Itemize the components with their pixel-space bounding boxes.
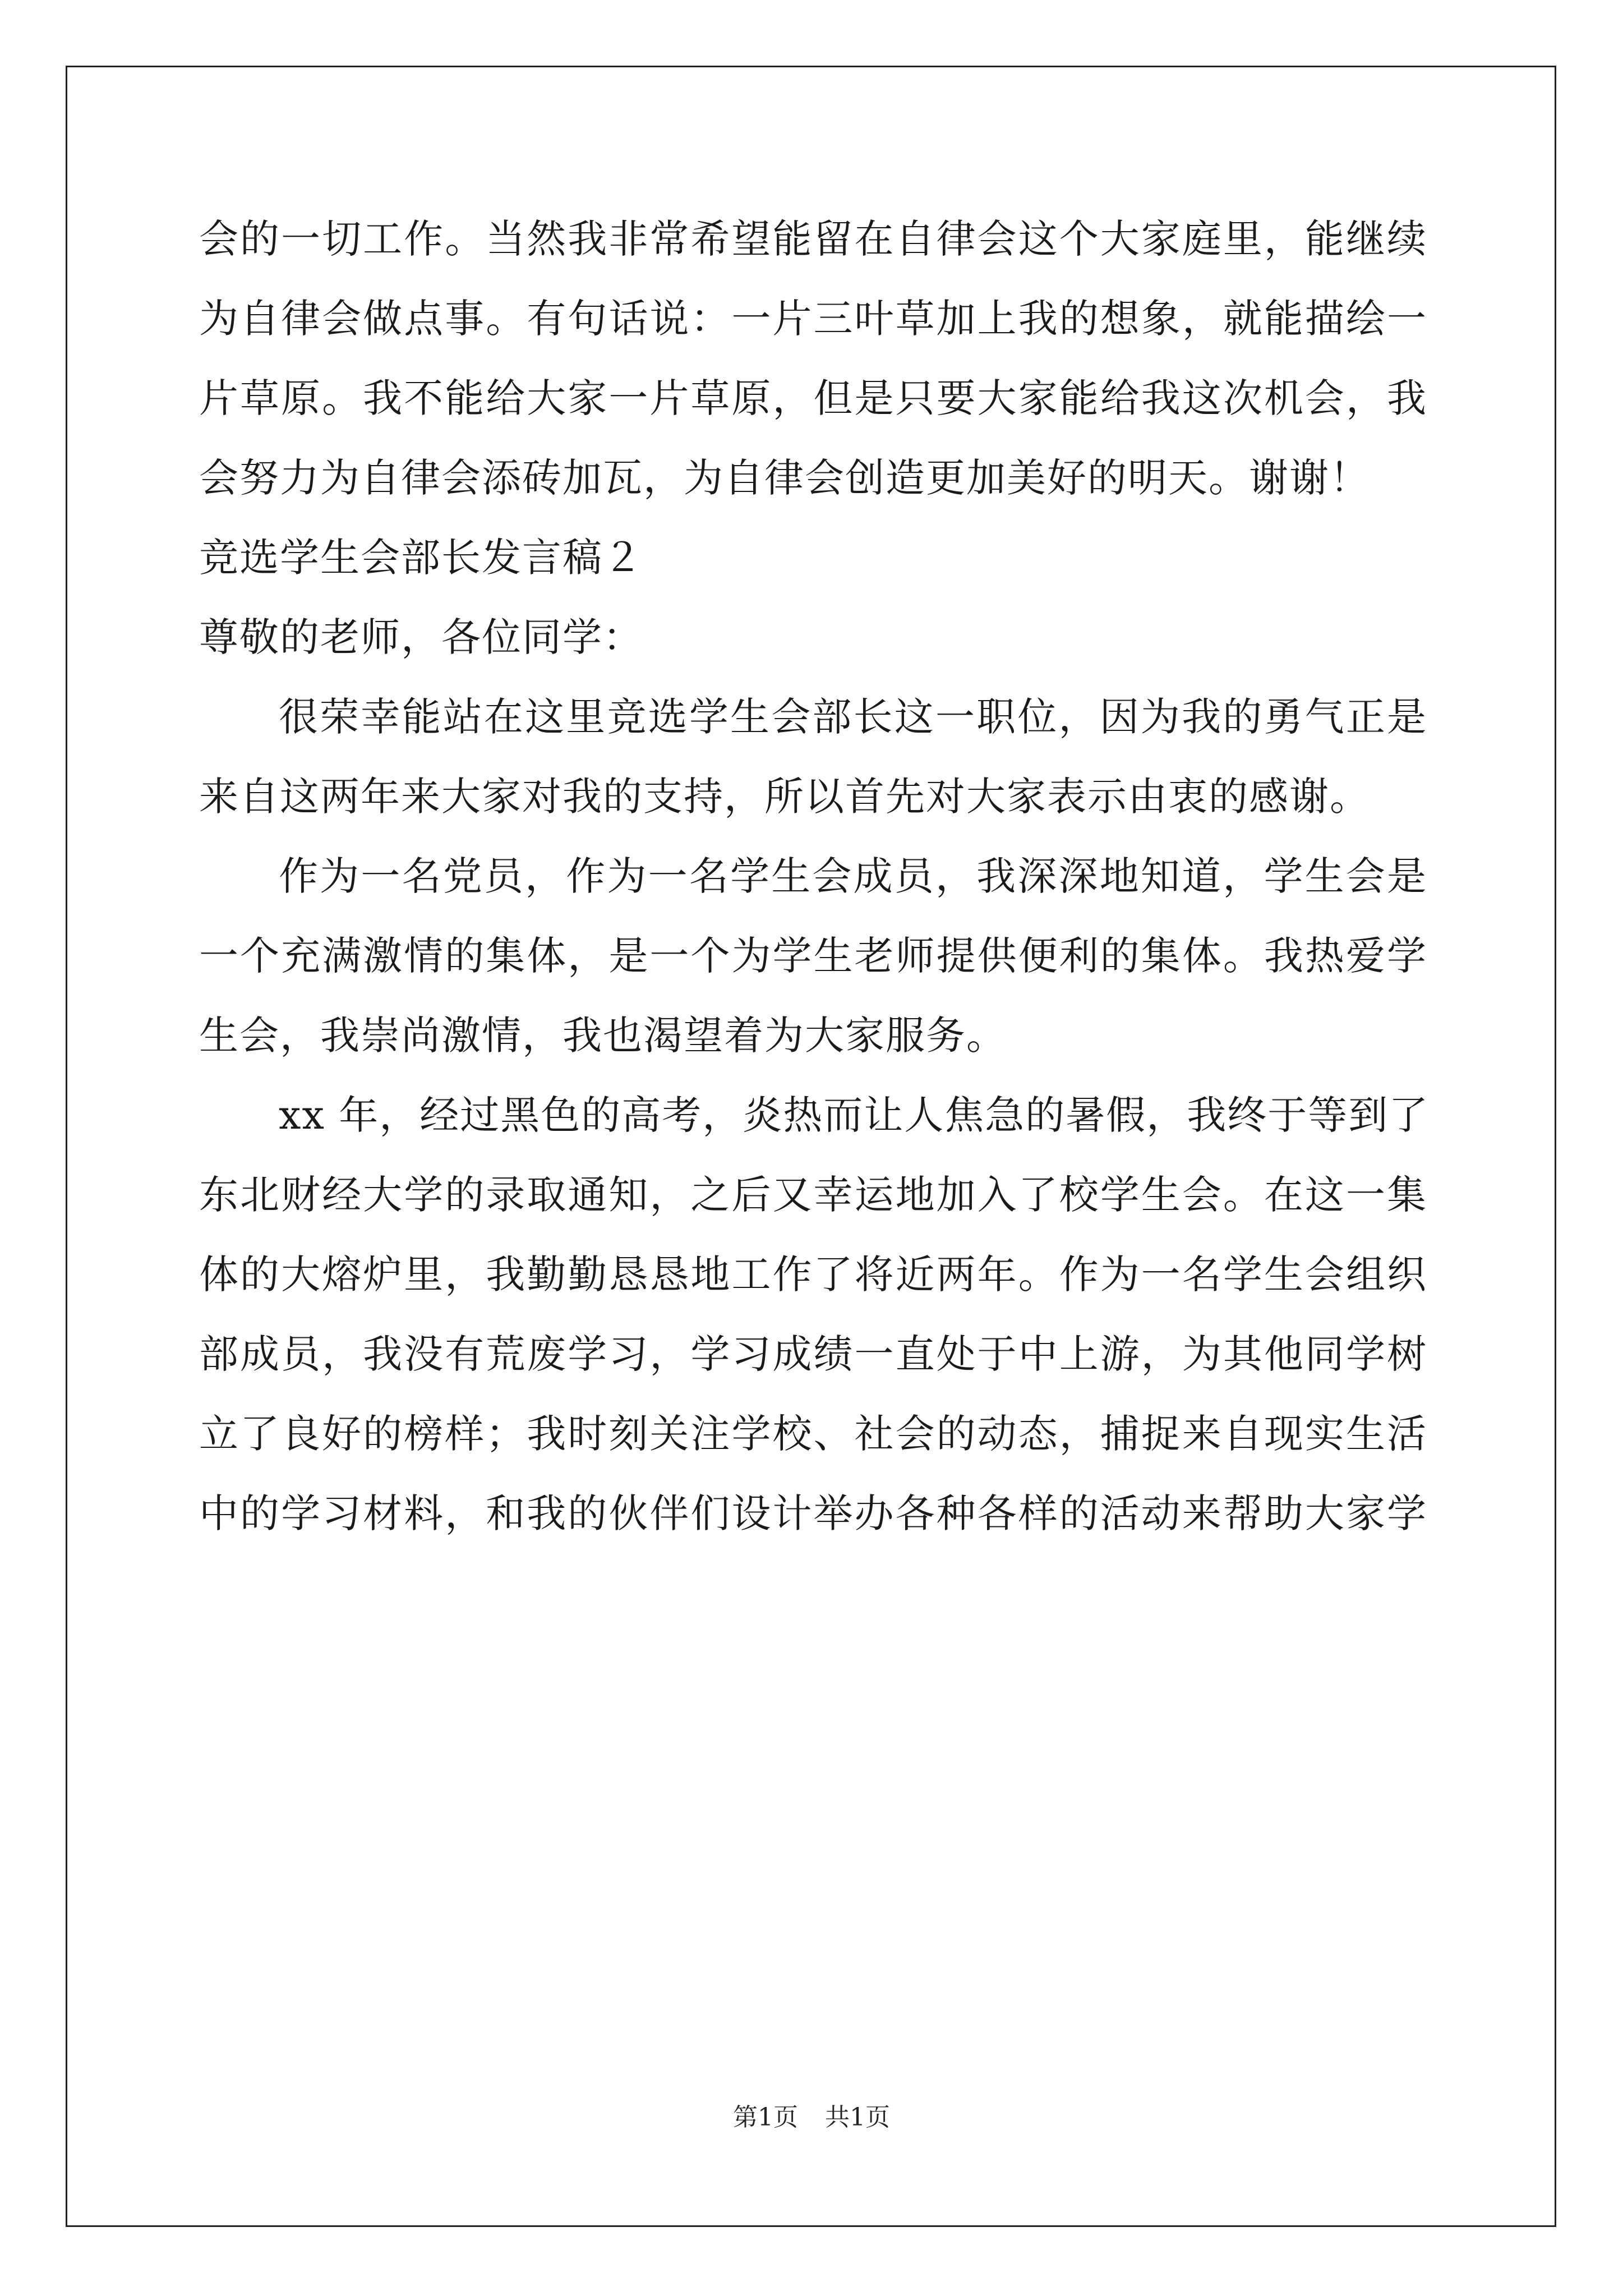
salutation: 尊敬的老师，各位同学： <box>199 614 643 660</box>
text-line: 部成员，我没有荒废学习，学习成绩一直处于中上游，为其他同学树 <box>199 1331 1427 1377</box>
text-line: 东北财经大学的录取通知，之后又幸运地加入了校学生会。在这一集 <box>199 1172 1427 1218</box>
text-line: 来自这两年来大家对我的支持，所以首先对大家表示由衷的感谢。 <box>199 774 1370 820</box>
text-line: 中的学习材料，和我的伙伴们设计举办各种各样的活动来帮助大家学 <box>199 1490 1427 1536</box>
page-total: 共1页 <box>825 2103 890 2132</box>
page-number: 第1页 <box>733 2103 798 2132</box>
text-line: 一个充满激情的集体，是一个为学生老师提供便利的集体。我热爱学 <box>199 933 1427 979</box>
page-footer <box>0 2097 1623 2133</box>
text-line: 作为一名党员，作为一名学生会成员，我深深地知道，学生会是 <box>279 853 1427 899</box>
section-title: 竞选学生会部长发言稿２ <box>199 535 643 581</box>
document-body <box>199 199 1430 1553</box>
text-line: 为自律会做点事。有句话说：一片三叶草加上我的想象，就能描绘一 <box>199 296 1427 342</box>
text-line: 很荣幸能站在这里竞选学生会部长这一职位，因为我的勇气正是 <box>279 694 1427 740</box>
text-line: 生会，我崇尚激情，我也渴望着为大家服务。 <box>199 1013 1007 1059</box>
text-line: xx 年，经过黑色的高考，炎热而让人焦急的暑假，我终于等到了 <box>279 1092 1430 1138</box>
text-line: 会的一切工作。当然我非常希望能留在自律会这个大家庭里，能继续 <box>199 216 1427 262</box>
text-line: 立了良好的榜样；我时刻关注学校、社会的动态，捕捉来自现实生活 <box>199 1411 1427 1457</box>
text-line: 会努力为自律会添砖加瓦，为自律会创造更加美好的明天。谢谢！ <box>199 455 1370 501</box>
text-line: 片草原。我不能给大家一片草原，但是只要大家能给我这次机会，我 <box>199 375 1427 421</box>
text-line: 体的大熔炉里，我勤勤恳恳地工作了将近两年。作为一名学生会组织 <box>199 1251 1427 1297</box>
